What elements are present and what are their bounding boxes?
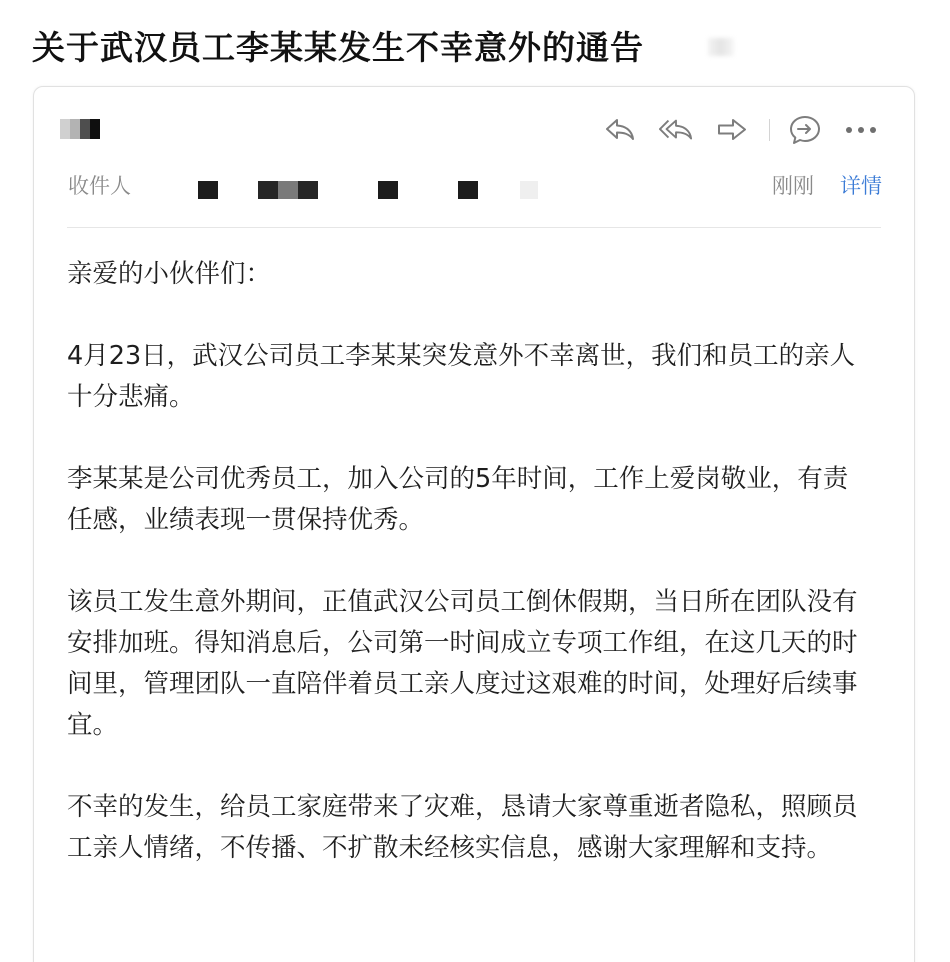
body-paragraph: 不幸的发生，给员工家庭带来了灾难，恳请大家尊重逝者隐私，照顾员工亲人情绪，不传播、不扩散未经核实信息，感谢大家理解和支持。	[67, 792, 858, 863]
recipient-redacted	[198, 181, 218, 199]
email-card	[33, 86, 915, 962]
body-paragraph: 该员工发生意外期间，正值武汉公司员工倒休假期，当日所在团队没有安排加班。得知消息后，公司第一时间成立专项工作组，在这几天的时间里，管理团队一直陪伴着员工亲人度过这艰难的时间，处理好后续事宜。	[67, 587, 858, 740]
more-button[interactable]	[844, 113, 878, 147]
comment-icon	[789, 115, 821, 145]
body-paragraph: 李某某是公司优秀员工，加入公司的5年时间，工作上爱岗敬业，有责任感，业绩表现一贯保持优秀。	[67, 464, 849, 535]
recipient-redacted	[520, 181, 538, 199]
recipient-redacted	[458, 181, 478, 199]
subject-smudge	[708, 38, 734, 56]
received-time: 刚刚	[772, 174, 814, 198]
forward-icon	[716, 117, 748, 143]
reply-all-button[interactable]	[659, 113, 693, 147]
email-toolbar	[603, 113, 878, 147]
redaction-block	[60, 119, 70, 139]
forward-button[interactable]	[715, 113, 749, 147]
body-paragraph: 4月23日，武汉公司员工李某某突发意外不幸离世，我们和员工的亲人十分悲痛。	[67, 341, 856, 412]
reply-icon	[604, 117, 636, 143]
comment-button[interactable]	[788, 113, 822, 147]
reply-button[interactable]	[603, 113, 637, 147]
recipient-label: 收件人	[68, 174, 131, 198]
redaction-block	[80, 119, 90, 139]
more-icon	[844, 125, 878, 135]
email-greeting: 亲爱的小伙伴们：	[67, 259, 272, 289]
details-link[interactable]: 详情	[840, 174, 882, 198]
header-divider	[67, 227, 881, 228]
email-subject: 关于武汉员工李某某发生不幸意外的通告	[32, 28, 644, 67]
recipient-redacted	[378, 181, 398, 199]
redaction-block	[90, 119, 100, 139]
sender-avatar-redacted	[60, 119, 100, 139]
recipient-redacted	[258, 181, 318, 199]
email-body	[67, 254, 867, 910]
toolbar-divider	[769, 119, 770, 141]
redaction-block	[70, 119, 80, 139]
reply-all-icon	[659, 117, 693, 143]
